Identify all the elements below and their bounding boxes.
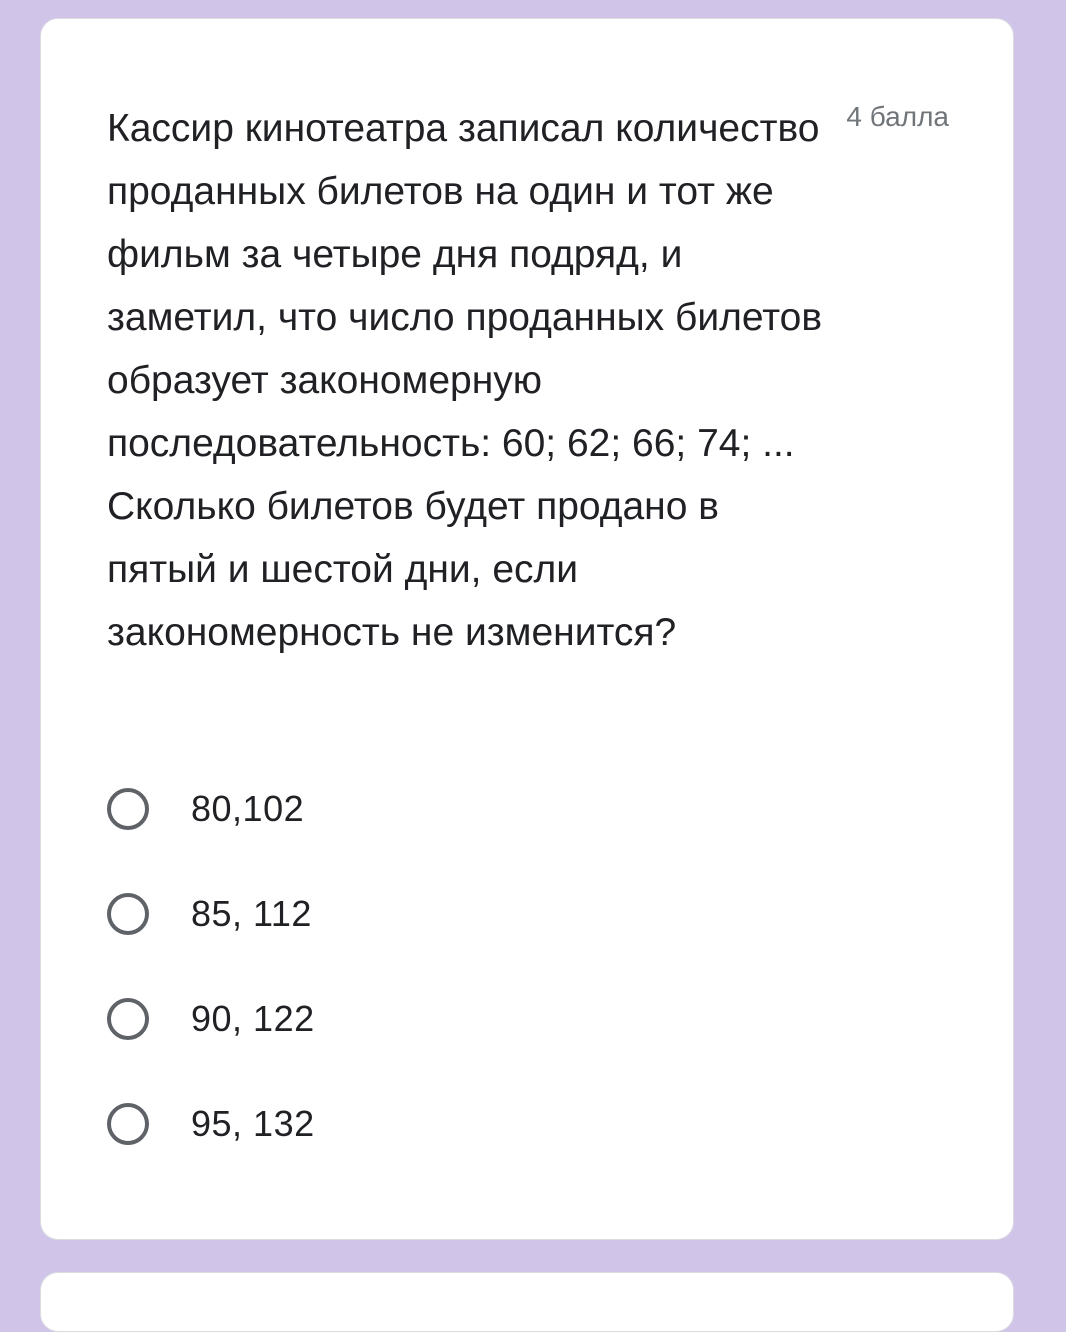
- radio-button-icon[interactable]: [107, 1103, 149, 1145]
- points-label: 4 балла: [846, 101, 949, 132]
- option-label: 80,102: [191, 788, 305, 829]
- option-4[interactable]: [107, 1098, 967, 1150]
- radio-button-icon[interactable]: [107, 788, 149, 830]
- option-1[interactable]: [107, 783, 967, 835]
- option-label: 85, 112: [191, 893, 312, 934]
- option-2[interactable]: [107, 888, 967, 940]
- question-text: Кассир кинотеатра записал количество проданных билетов на один и тот же фильм за четыре дня подряд, и заметил, что число проданных билетов образует закономерную последовательность: 60; 62; 66; 74; ... Сколько билетов будет продано в пятый и шестой дни, если закономерность не изменится?: [107, 107, 823, 654]
- question-card: [40, 18, 1014, 1240]
- option-label: 90, 122: [191, 998, 315, 1039]
- next-question-card: [40, 1272, 1014, 1332]
- radio-button-icon[interactable]: [107, 893, 149, 935]
- option-label: 95, 132: [191, 1103, 315, 1144]
- option-3[interactable]: [107, 993, 967, 1045]
- answer-options: [107, 783, 967, 1203]
- radio-button-icon[interactable]: [107, 998, 149, 1040]
